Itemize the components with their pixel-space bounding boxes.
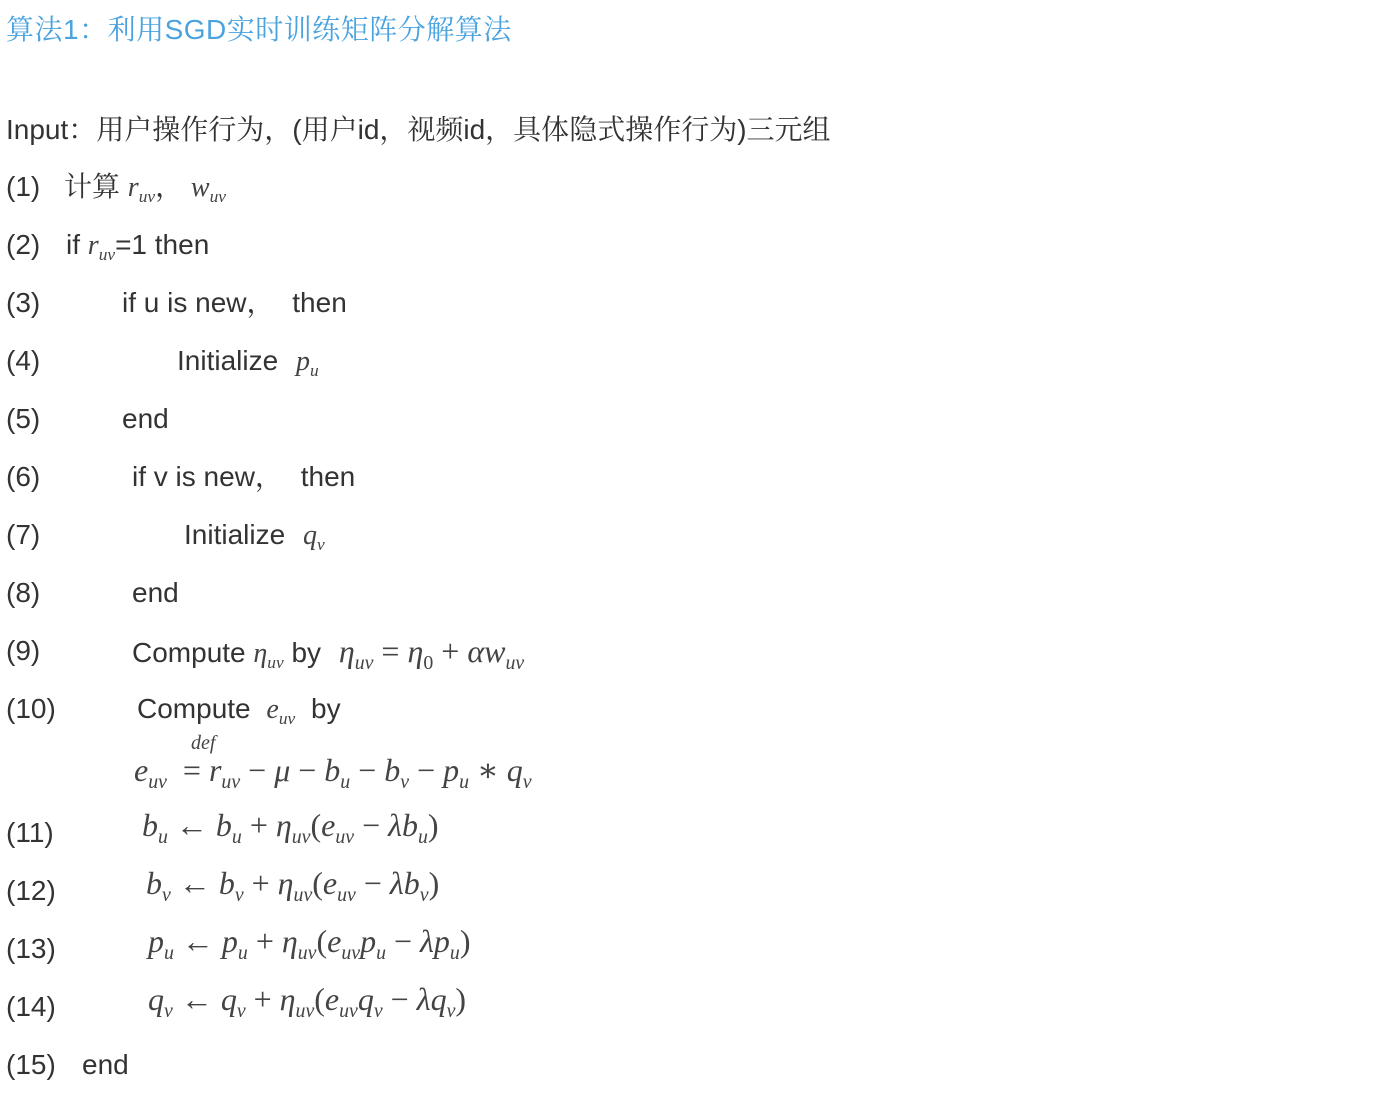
step-number: (6): [6, 461, 41, 492]
step-text: [137, 689, 341, 739]
compute-keyword: Compute: [137, 693, 251, 724]
step-number: (4): [6, 345, 41, 376]
step-number: (10): [6, 693, 56, 724]
step-number: (13): [6, 933, 56, 964]
step-text: [66, 225, 209, 275]
math-e-uv: $e_{uv}$: [266, 694, 296, 729]
algorithm-title: 算法1：利用SGD实时训练矩阵分解算法: [6, 14, 512, 45]
step-text: [177, 341, 319, 391]
step-number: (12): [6, 875, 56, 906]
initialize-keyword: Initialize: [184, 519, 286, 550]
compute-keyword: Compute: [132, 637, 246, 668]
update-bu: $b_u$ ← $b_u + \eta_{uv}(e_{uv} - \lambda b_u)$: [142, 807, 439, 848]
step-text: [64, 167, 226, 217]
def-label: def: [191, 732, 216, 754]
math-p-u: $p_u$: [295, 346, 319, 381]
then-keyword: then: [292, 287, 347, 318]
math-q-v: $q_v$: [302, 520, 325, 555]
step-number: (9): [6, 635, 41, 666]
math-eta-uv: $\eta_{uv}$: [253, 638, 284, 673]
math-r-uv: $r_{uv}$: [87, 230, 116, 265]
update-qv: $q_v$ ← $q_v + \eta_{uv}(e_{uv}q_v - \lambda q_v)$: [148, 981, 467, 1022]
initialize-keyword: Initialize: [177, 345, 279, 376]
error-formula: $e_{uv} = r_{uv} - \mu - b_u - b_v - p_u$ ∗ $q_v$: [134, 752, 532, 793]
by-keyword: by: [311, 693, 341, 724]
step-text: [132, 631, 524, 683]
step-number: (1): [6, 171, 41, 202]
step-text: [122, 283, 347, 323]
end-keyword: end: [132, 577, 179, 608]
update-bv: $b_v$ ← $b_v + \eta_{uv}(e_{uv} - \lambda b_v)$: [146, 865, 440, 906]
end-keyword: end: [82, 1049, 129, 1080]
comma: ，: [155, 171, 184, 202]
step-number: (2): [6, 229, 41, 260]
step-text: [132, 457, 355, 497]
if-keyword: if: [66, 229, 80, 260]
step-number: (15): [6, 1049, 56, 1080]
step-number: (7): [6, 519, 41, 550]
end-keyword: end: [122, 403, 169, 434]
by-keyword: by: [291, 637, 322, 668]
if-v-new: if v is new，: [132, 461, 283, 492]
eta-formula: $\eta_{uv} = \eta_0 + \alpha w_{uv}$: [338, 633, 525, 674]
if-u-new: if u is new，: [122, 287, 275, 318]
step-number: (11): [6, 817, 54, 848]
update-pu: $p_u$ ← $p_u + \eta_{uv}(e_{uv}p_u - \lambda p_u)$: [148, 923, 471, 964]
step-number: (5): [6, 403, 41, 434]
eq-then: =1 then: [115, 229, 210, 260]
step-number: (14): [6, 991, 56, 1022]
step-text: [184, 515, 325, 565]
compute-cn: 计算: [64, 171, 121, 202]
math-w-uv: $w_{uv}$: [190, 172, 226, 207]
then-keyword: then: [300, 461, 356, 492]
step-number: (8): [6, 577, 41, 608]
input-text: Input：用户操作行为，(用户id，视频id，具体隐式操作行为)三元组: [6, 114, 831, 145]
step-number: (3): [6, 287, 41, 318]
math-r-uv: $r_{uv}$: [127, 172, 156, 207]
